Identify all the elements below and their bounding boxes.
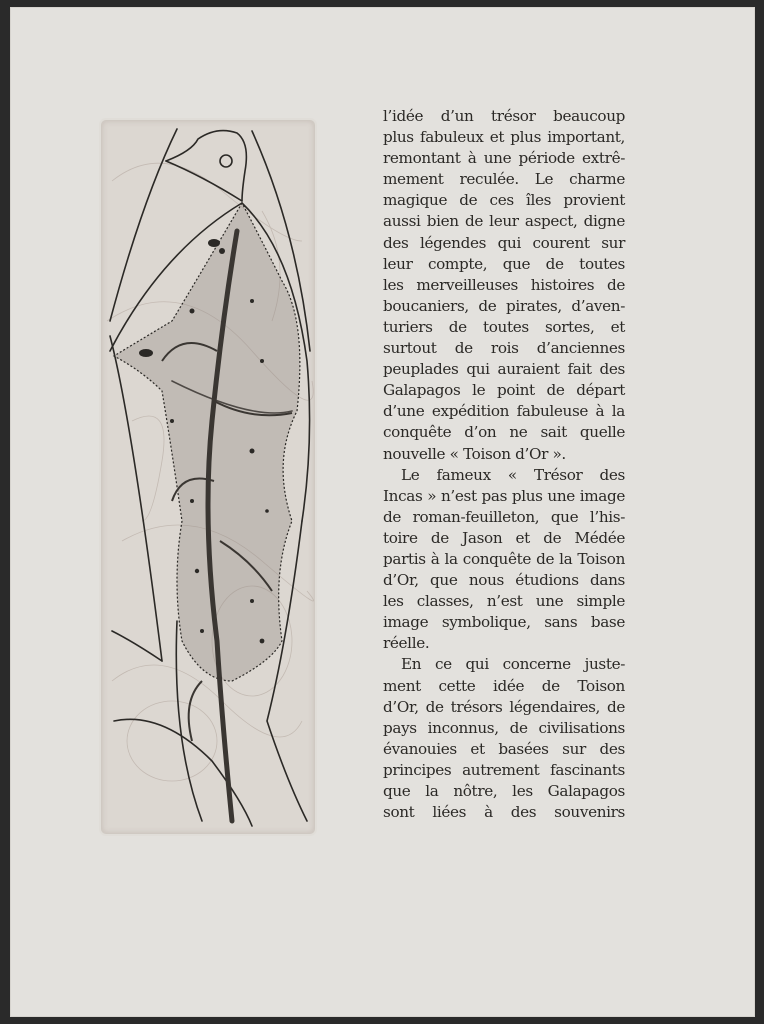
text-line: que la nôtre, les Galapagos <box>383 782 625 800</box>
text-line: toire de Jason et de Médée <box>383 528 625 547</box>
text-line: d’une expédition fabuleuse à la <box>383 402 625 421</box>
text-line: réelle. <box>383 634 430 653</box>
text-line: de roman-feuilleton, que l’his- <box>383 507 625 526</box>
text-line: les classes, n’est une simple <box>383 592 625 611</box>
text-line: l’idée d’un trésor beaucoup <box>383 107 625 125</box>
text-line: principes autrement fascinants <box>383 760 625 779</box>
text-line: évanouies et basées sur des <box>383 739 625 758</box>
text-line: d’Or, que nous étudions dans <box>383 571 625 590</box>
book-page <box>10 7 755 1017</box>
etching-bird-figure-icon <box>102 121 314 833</box>
text-line: surtout de rois d’anciennes <box>383 339 625 358</box>
text-line: partis à la conquête de la Toison <box>383 549 625 568</box>
text-line: plus fabuleux et plus important, <box>383 128 625 147</box>
etching-illustration <box>101 120 315 834</box>
text-line: turiers de toutes sortes, et <box>383 317 625 336</box>
body-text <box>383 106 625 823</box>
text-line: conquête d’on ne sait quelle <box>383 423 625 442</box>
text-line: mement reculée. Le charme <box>383 170 625 189</box>
text-line: Incas » n’est pas plus une image <box>383 486 625 505</box>
text-line: remontant à une période extrê- <box>383 149 625 168</box>
text-line: nouvelle « Toison d’Or ». <box>383 444 566 463</box>
text-line: ment cette idée de Toison <box>383 676 625 695</box>
text-line: des légendes qui courent sur <box>383 233 625 252</box>
text-line: les merveilleuses histoires de <box>383 275 625 294</box>
text-line: pays inconnus, de civilisations <box>383 718 625 737</box>
text-line: image symbolique, sans base <box>383 613 625 632</box>
text-line: d’Or, de trésors légendaires, de <box>383 697 625 716</box>
text-line: En ce qui concerne juste- <box>401 655 625 674</box>
text-line: Galapagos le point de départ <box>383 381 625 400</box>
text-line: sont liées à des souvenirs <box>383 803 625 822</box>
text-line: Le fameux « Trésor des <box>401 465 625 484</box>
text-line: boucaniers, de pirates, d’aven- <box>383 296 625 315</box>
text-line: leur compte, que de toutes <box>383 254 625 273</box>
text-line: aussi bien de leur aspect, digne <box>383 212 625 231</box>
text-line: peuplades qui auraient fait des <box>383 360 625 379</box>
text-line: magique de ces îles provient <box>383 191 625 210</box>
